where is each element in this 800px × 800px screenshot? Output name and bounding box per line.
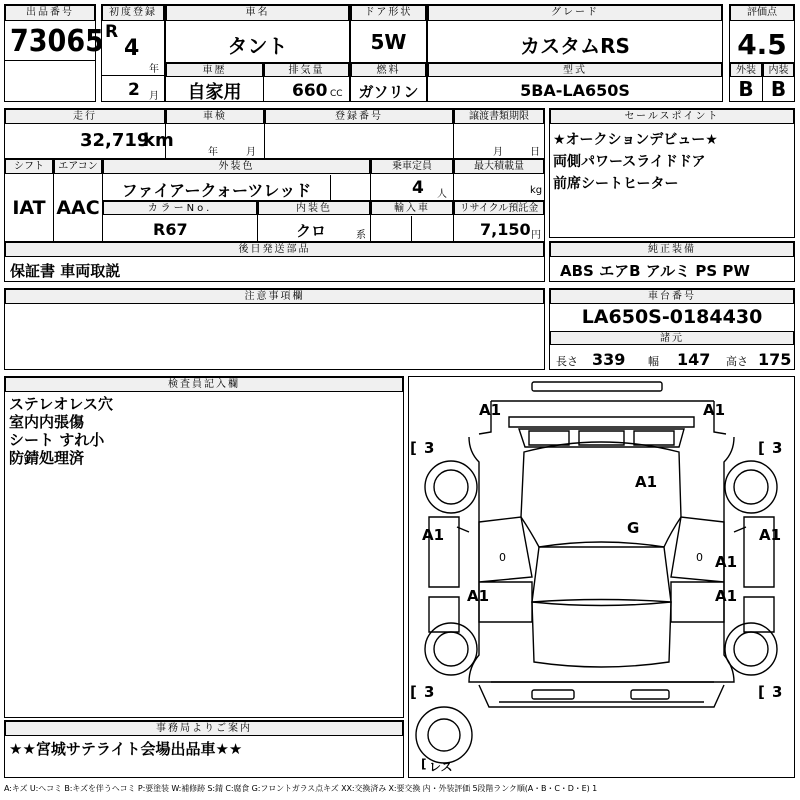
equipment-label: 純正装備 <box>550 242 794 257</box>
later-parts-label: 後日発送部品 <box>5 242 544 257</box>
ac-label: エアコン <box>54 159 102 174</box>
plate-label: 登録番号 <box>265 109 453 124</box>
first-registration-label: 初度登録 <box>102 5 164 21</box>
dims-label: 諸元 <box>550 331 794 345</box>
capacity-label: 乗車定員 <box>371 159 453 174</box>
sales-points-box <box>549 108 795 238</box>
tire-front-left-rating: 3 <box>424 439 435 457</box>
length-label: 長さ <box>556 355 578 368</box>
sales-point-2: 両側パワースライドドア <box>553 154 706 170</box>
shift-label: シフト <box>5 159 53 174</box>
exterior-grade: B <box>738 77 754 101</box>
score: 4.5 <box>737 28 787 61</box>
later-parts: 保証書 車両取説 <box>10 262 121 280</box>
mark-front-left: A1 <box>479 401 502 419</box>
registration-era: R <box>105 22 119 42</box>
width: 147 <box>677 350 711 369</box>
interior-grade: B <box>770 77 787 101</box>
mark-right-side: A1 <box>759 526 782 544</box>
spare-tire-bracket: [ <box>421 757 427 771</box>
tire-rear-left-bracket: [ <box>410 683 417 701</box>
tire-rear-right-rating: 3 <box>772 683 783 701</box>
int-color-unit: 系 <box>356 230 366 241</box>
inspector-line-4: 防錆処理済 <box>9 449 85 467</box>
color-no: R67 <box>153 220 188 239</box>
history: 自家用 <box>187 82 242 103</box>
recycle-unit: 円 <box>531 230 541 241</box>
mark-front-right: A1 <box>703 401 726 419</box>
load-label: 最大積載量 <box>454 159 544 174</box>
score-label: 評価点 <box>730 5 794 21</box>
mileage-unit: km <box>143 130 174 151</box>
fuel: ガソリン <box>358 83 419 101</box>
month-unit: 月 <box>149 91 159 102</box>
transfer-label: 譲渡書類期限 <box>454 109 544 124</box>
height-label: 高さ <box>726 355 748 368</box>
inspector-line-2: 室内内張傷 <box>9 413 85 431</box>
office-label: 事務局よりご案内 <box>5 721 403 736</box>
mark-left-side: A1 <box>422 526 445 544</box>
chassis-number: LA650S-0184430 <box>581 306 763 328</box>
sales-point-1: ★オークションデビュー★ <box>553 132 718 148</box>
mark-right-front-door: A1 <box>715 553 738 571</box>
lot-number: 73065 <box>10 24 104 59</box>
model: 5BA-LA650S <box>520 81 630 100</box>
mark-roof: A1 <box>635 473 658 491</box>
mark-left-rear-door: A1 <box>467 587 490 605</box>
registration-year: 4 <box>124 36 140 61</box>
tire-front-right-rating: 3 <box>772 439 783 457</box>
spare-tire-status: レス <box>429 760 453 774</box>
import-label: 輸入車 <box>371 201 453 215</box>
load-unit: kg <box>530 185 543 196</box>
capacity: 4 <box>412 178 424 198</box>
grade-label: グレード <box>428 5 722 21</box>
tire-front-right-bracket: [ <box>758 439 765 457</box>
door-label: ドア形状 <box>351 5 426 21</box>
damage-diagram <box>408 376 795 778</box>
mileage-label: 走行 <box>5 109 165 124</box>
inspection-label: 車検 <box>166 109 264 124</box>
mark-windshield: G <box>627 519 640 537</box>
chassis-label: 車台番号 <box>550 289 794 304</box>
door-type: 5W <box>370 30 407 54</box>
interior-label: 内装 <box>763 63 794 77</box>
year-unit: 年 <box>149 64 159 75</box>
color-no-label: カラーNo. <box>103 201 257 215</box>
history-label: 車歴 <box>166 63 263 77</box>
sales-points-label: セールスポイント <box>550 109 794 124</box>
transfer-day-unit: 日 <box>530 147 540 158</box>
model-label: 型式 <box>428 63 722 77</box>
tire-rear-left-rating: 3 <box>424 683 435 701</box>
length: 339 <box>592 350 626 369</box>
width-label: 幅 <box>648 355 659 368</box>
int-color-label: 内装色 <box>258 201 370 215</box>
displacement-label: 排気量 <box>264 63 349 77</box>
legend: A:キズ U:ヘコミ B:キズを伴うヘコミ P:要塗装 W:補修跡 S:錆 C:腐食 G:フロントガラス点キズ XX:交換済み X:要交換 内・外装評価 5段階ランク順(A・B・C・D・E) 1 <box>4 784 598 793</box>
caution-label: 注意事項欄 <box>5 289 544 304</box>
ac: AAC <box>56 197 100 219</box>
recycle-amount: 7,150 <box>480 220 531 239</box>
ext-color: ファイアークォーツレッド <box>121 181 312 200</box>
car-name: タント <box>227 34 288 58</box>
int-color: クロ <box>296 222 327 240</box>
inspector-line-3: シート すれ小 <box>9 431 105 449</box>
equipment-items: ABS エアB アルミ PS PW <box>560 262 750 280</box>
fuel-label: 燃料 <box>351 63 426 77</box>
mileage: 32,719 <box>80 130 150 151</box>
recycle-label: リサイクル預託金 <box>454 201 544 215</box>
displacement: 660 <box>292 81 328 101</box>
shift: IAT <box>12 197 46 219</box>
inspection-month-unit: 月 <box>246 147 256 158</box>
tire-rear-right-bracket: [ <box>758 683 765 701</box>
sales-point-3: 前席シートヒーター <box>553 176 679 192</box>
inspector-label: 検査員記入欄 <box>5 377 403 392</box>
transfer-month-unit: 月 <box>493 147 503 158</box>
displacement-unit: CC <box>330 89 343 99</box>
registration-month: 2 <box>128 80 140 100</box>
mark-door-zero-left: 0 <box>499 551 506 564</box>
office-message: ★★宮城サテライト会場出品車★★ <box>9 740 243 758</box>
exterior-label: 外装 <box>730 63 762 77</box>
car-outline <box>409 377 793 776</box>
grade: カスタムRS <box>520 34 630 58</box>
capacity-unit: 人 <box>437 189 447 200</box>
inspector-line-1: ステレオレス穴 <box>9 395 113 413</box>
car-name-label: 車名 <box>166 5 349 21</box>
inspection-year-unit: 年 <box>208 147 218 158</box>
height: 175 <box>758 350 792 369</box>
mark-right-rear-door: A1 <box>715 587 738 605</box>
mark-door-zero-right: 0 <box>696 551 703 564</box>
lot-number-label: 出品番号 <box>5 5 95 21</box>
ext-color-label: 外装色 <box>103 159 370 174</box>
tire-front-left-bracket: [ <box>410 439 417 457</box>
